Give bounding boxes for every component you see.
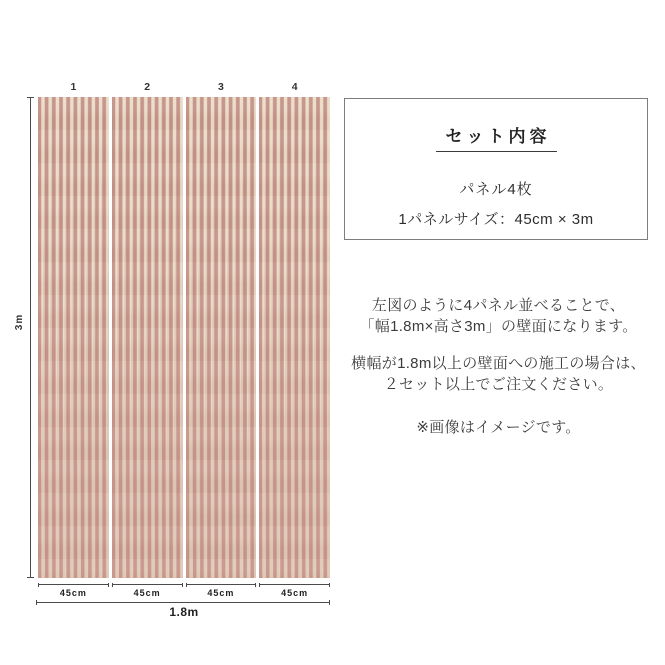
description-line-1: 左図のように4パネル並べることで、 <box>371 297 626 314</box>
set-contents-line-panels: パネル4枚 <box>459 181 533 198</box>
total-width-dimension-line <box>36 602 330 603</box>
panel-width-dimension-4: 45cm <box>259 584 330 598</box>
panel-width-dimension-2: 45cm <box>112 584 183 598</box>
description-line-2: 「幅1.8m×高さ3m」の壁面になります。 <box>359 318 638 335</box>
panel-width-dimension-3: 45cm <box>186 584 257 598</box>
panel-width-dimension-1: 45cm <box>38 584 109 598</box>
description-note: ※画像はイメージです。 <box>416 419 581 436</box>
set-contents-line-size: 1パネルサイズ：45cm × 3m <box>398 211 594 228</box>
description-line-4: ２セット以上でご注文ください。 <box>383 376 614 393</box>
height-dimension-line <box>30 97 31 578</box>
wallpaper-panel-3 <box>186 97 257 578</box>
set-contents-title: セット内容 <box>436 122 557 152</box>
wallpaper-panels <box>38 97 330 578</box>
panel-width-dimensions-row <box>38 584 330 598</box>
panel-number-3: 3 <box>217 81 224 93</box>
panel-number-1: 1 <box>70 81 77 93</box>
description-line-3: 横幅が1.8m以上の壁面への施工の場合は、 <box>351 355 646 372</box>
panel-numbers-row <box>38 81 330 95</box>
description-paragraph-order <box>332 353 665 395</box>
description-text <box>332 295 665 438</box>
panel-number-4: 4 <box>291 81 298 93</box>
set-contents-box <box>344 98 648 240</box>
wallpaper-panel-1 <box>38 97 109 578</box>
wallpaper-panel-4 <box>259 97 330 578</box>
panel-number-2: 2 <box>144 81 151 93</box>
description-paragraph-layout <box>332 295 665 337</box>
height-dimension-label: 3m <box>14 313 25 331</box>
total-width-label: 1.8m <box>169 605 199 619</box>
wallpaper-panel-2 <box>112 97 183 578</box>
